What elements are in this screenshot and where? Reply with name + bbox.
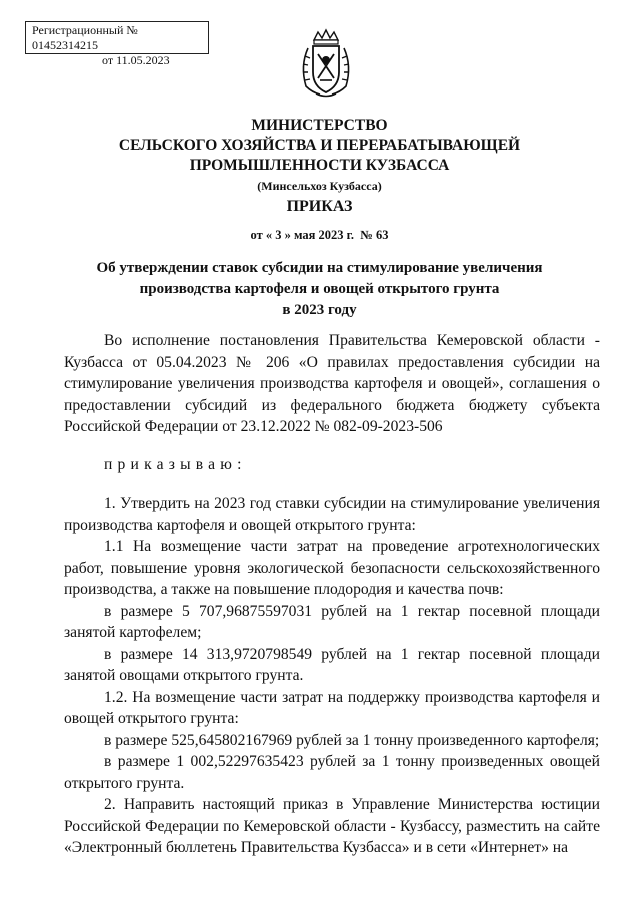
preamble-block [64,330,600,438]
order-title: ПРИКАЗ [286,198,353,215]
order-date-number: от « 3 » мая 2023 г. № 63 [250,228,389,242]
kuzbass-coat-of-arms-icon [296,28,356,100]
item-1-2: 1.2. На возмещение части затрат на поддержку производства картофеля и овощей открытого грунта: [64,688,600,727]
item-2: 2. Направить настоящий приказ в Управление Министерства юстиции Российской Федерации по Кемеровской области - Кузбассу, разместить на сайте «Электронный бюллетень Правительства Кузбасса» и в сети «Интернет» на [64,796,600,856]
registration-stamp [25,21,209,67]
subject-line-3: в 2023 году [282,302,357,318]
item-1-2-potato-rate: в размере 525,645802167969 рублей за 1 тонну произведенного картофеля; [104,731,600,749]
subject-line-1: Об утверждении ставок субсидии на стимулирование увеличения [96,260,543,276]
item-1-1: 1.1 На возмещение части затрат на проведение агротехнологических работ, повышение уровня экологической безопасности сельскохозяйственного производства, а также на повышение плодородия и качества почв: [64,538,600,598]
ministry-header [0,116,639,194]
item-1-1-vegetable-rate: в размере 14 313,9720798549 рублей на 1 гектар посевной площади занятой овощами открытого грунта. [64,645,600,684]
header-line-2: СЕЛЬСКОГО ХОЗЯЙСТВА И ПЕРЕРАБАТЫВАЮЩЕЙ [118,137,521,154]
item-1-1-potato-rate: в размере 5 707,96875597031 рублей на 1 гектар посевной площади занятой картофелем; [64,602,600,641]
header-line-1: МИНИСТЕРСТВО [251,117,388,134]
order-word: приказываю: [104,456,247,473]
item-1-2-vegetable-rate: в размере 1 002,52297635423 рублей за 1 тонну произведенных овощей открытого грунта. [64,753,600,792]
preamble-paragraph: Во исполнение постановления Правительства Кемеровской области - Кузбасса от 05.04.2023 № 206 «О правилах предоставления субсидии на стимулирование увеличения производства картофеля и овощей», соглашения о предоставлении субсидий из федерального бюджета бюджету субъекта Российской Федерации от 23.12.2022 № 082-09-2023-506 [64,332,600,435]
item-1: 1. Утвердить на 2023 год ставки субсидии на стимулирование увеличения производства картофеля и овощей открытого грунта: [64,495,600,534]
ministry-short-name: (Минсельхоз Кузбасса) [257,179,382,193]
order-subject [60,258,579,321]
subject-line-2: производства картофеля и овощей открытого грунта [139,281,500,297]
registration-date: от 11.05.2023 [102,53,170,67]
registration-number: Регистрационный № 01452314215 [32,23,138,52]
header-line-3: ПРОМЫШЛЕННОСТИ КУЗБАССА [189,157,450,174]
order-items [64,493,600,859]
